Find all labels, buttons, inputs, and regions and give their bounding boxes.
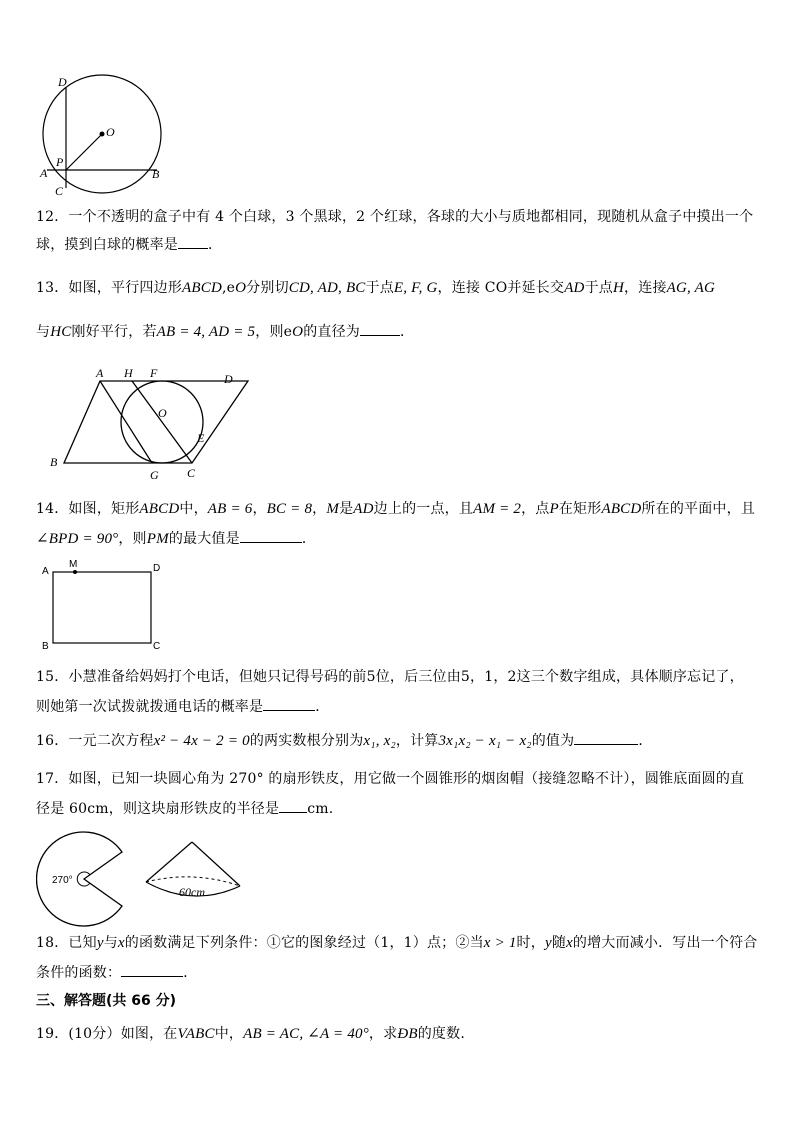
q13-text: 刚好平行，若 xyxy=(71,324,157,340)
q18-math: x xyxy=(117,935,125,951)
q16-math: x² − 4x − 2 = 0 xyxy=(153,733,250,749)
q15-text: 15．小慧准备给妈妈打个电话，但她只记得号码的前5位，后三位由5，1，2这三个数字组成，具体顺序忘记了，则她第一次试拨就拨通电话的概率是 xyxy=(36,669,744,715)
center-dot xyxy=(100,132,105,137)
q19-math: AB = AC, ∠A = 40° xyxy=(243,1026,369,1042)
figure-q13-parallelogram xyxy=(44,365,254,485)
q14-text: ， xyxy=(252,501,267,517)
q13-text: ，连接 xyxy=(624,280,667,296)
question-13 xyxy=(36,266,758,354)
q13-end: ． xyxy=(400,324,415,340)
q16-end: ． xyxy=(638,733,653,749)
q18-math: x xyxy=(566,935,573,951)
q18-end: ． xyxy=(183,965,198,981)
q13-math: CD, AD, BC xyxy=(288,280,366,296)
q13-text: ，则e xyxy=(255,324,293,340)
sector-270 xyxy=(37,832,122,926)
q13-answer-blank[interactable] xyxy=(360,321,400,336)
figure-q14-rectangle xyxy=(38,560,168,655)
q16-answer-blank[interactable] xyxy=(574,730,638,745)
q13-text: 与 xyxy=(36,324,51,340)
label-a: A xyxy=(40,166,48,180)
label-b: B xyxy=(152,167,160,181)
q14-text: 的最大值是 xyxy=(168,531,240,547)
q13-text: 13．如图，平行四边形 xyxy=(36,280,183,296)
q13-text: 于点 xyxy=(584,280,613,296)
q18-math: x > 1 xyxy=(483,935,517,951)
q19-text: 的度数. xyxy=(417,1026,465,1042)
q13-text: 分别切 xyxy=(246,280,289,296)
q13-math: O xyxy=(292,324,304,340)
q13-math: AG, AG xyxy=(666,280,716,296)
label-d: D xyxy=(224,372,233,386)
question-12 xyxy=(36,203,758,259)
parallelogram-abcd xyxy=(64,381,248,463)
q16-math: 3x₁x₂ − x₁ − x₂ xyxy=(438,733,532,749)
q17-end: cm. xyxy=(307,801,334,817)
figure-q17-sector-cone xyxy=(36,830,266,928)
label-a: A xyxy=(42,566,49,577)
q14-math: M xyxy=(326,501,340,517)
q19-text: ，求 xyxy=(368,1026,398,1042)
label-h: H xyxy=(124,366,133,380)
q13-text: ,e xyxy=(221,280,236,296)
q16-text: 的值为 xyxy=(531,733,575,749)
q16-math: x₁, x₂ xyxy=(363,733,396,749)
question-17 xyxy=(36,764,758,824)
label-d: D xyxy=(58,75,67,89)
label-c: C xyxy=(187,466,196,480)
q14-text: ，则 xyxy=(118,531,147,547)
q14-text: 是 xyxy=(339,501,354,517)
rectangle-abcd xyxy=(53,572,151,643)
question-15 xyxy=(36,662,758,722)
q13-math: H xyxy=(613,280,625,296)
q14-answer-blank[interactable] xyxy=(240,528,302,543)
q14-math: P xyxy=(549,501,559,517)
q13-text: 的直径为 xyxy=(303,324,360,340)
question-18 xyxy=(36,928,758,988)
q18-math: y xyxy=(96,935,104,951)
q19-text: 19．(10分）如图，在 xyxy=(36,1026,178,1042)
q18-text: 与 xyxy=(103,935,118,951)
segment-hc xyxy=(132,381,192,463)
q19-math: ÐB xyxy=(397,1026,418,1042)
q14-math: AB = 6 xyxy=(207,501,253,517)
question-16 xyxy=(36,727,758,755)
label-p: P xyxy=(56,155,64,169)
q14-math: AM = 2 xyxy=(473,501,522,517)
label-e: E xyxy=(197,431,205,445)
cone-right-edge xyxy=(192,842,240,886)
label-m: M xyxy=(69,560,78,570)
label-c: C xyxy=(55,184,64,198)
q13-text: 于点 xyxy=(365,280,394,296)
q18-text: 的增大而减小．写出一个符合条件的函数： xyxy=(36,935,758,981)
q15-end: ． xyxy=(315,699,330,715)
q16-text: ，计算 xyxy=(395,733,439,749)
q17-answer-blank[interactable] xyxy=(279,798,307,813)
q16-text: 16．一元二次方程 xyxy=(36,733,154,749)
q13-math: E, F, G xyxy=(393,280,438,296)
q18-answer-blank[interactable] xyxy=(121,962,183,977)
q14-text: 所在的平面中，且 xyxy=(641,501,756,517)
q12-end: ． xyxy=(208,237,223,253)
q18-text: 时， xyxy=(516,935,545,951)
q18-text: 的函数满足下列条件：①它的图象经过（1，1）点；②当 xyxy=(124,935,484,951)
segment-po xyxy=(66,134,102,170)
point-m xyxy=(73,570,77,574)
q13-math: O xyxy=(235,280,247,296)
q14-math: BC = 8 xyxy=(266,501,313,517)
q18-text: 18．已知 xyxy=(36,935,97,951)
q13-math: HC xyxy=(50,324,72,340)
question-19 xyxy=(36,1020,758,1048)
cone-left-edge xyxy=(146,842,192,882)
figure-q11-circle xyxy=(36,74,171,199)
q16-text: 的两实数根分别为 xyxy=(249,733,364,749)
question-14 xyxy=(36,494,758,554)
section-heading: 三、解答题(共 66 分) xyxy=(36,993,177,1009)
q14-math: ∠BPD = 90° xyxy=(36,531,119,547)
q14-math: ABCD xyxy=(601,501,642,517)
q12-text: 12．一个不透明的盒子中有 4 个白球，3 个黑球，2 个红球，各球的大小与质地都相同，现随机从盒子中摸出一个球，摸到白球的概率是 xyxy=(36,209,754,253)
label-b: B xyxy=(42,641,49,652)
q14-math: PM xyxy=(146,531,169,547)
q14-text: 中， xyxy=(179,501,208,517)
q13-math: AD xyxy=(564,280,585,296)
q19-math: VABC xyxy=(177,1026,215,1042)
q18-text: 随 xyxy=(551,935,567,951)
q14-text: 在矩形 xyxy=(558,501,602,517)
q14-text: ， xyxy=(312,501,327,517)
segment-ag xyxy=(100,381,152,463)
q14-text: ，点 xyxy=(521,501,550,517)
q19-text: 中， xyxy=(214,1026,244,1042)
label-o: O xyxy=(106,125,115,139)
q15-answer-blank[interactable] xyxy=(263,696,315,711)
sector-angle-label: 270° xyxy=(52,875,73,886)
label-d: D xyxy=(153,563,161,574)
q12-answer-blank[interactable] xyxy=(178,234,208,249)
label-a: A xyxy=(96,366,104,380)
q17-text: 17．如图，已知一块圆心角为 270° 的扇形铁皮，用它做一个圆锥形的烟囱帽（接缝忽略不计），圆锥底面圆的直径是 60cm，则这块扇形铁皮的半径是 xyxy=(36,771,745,817)
q14-math: AD xyxy=(353,501,374,517)
label-b: B xyxy=(50,455,58,469)
q13-text: ，连接 CO并延长交 xyxy=(437,280,565,296)
label-o: O xyxy=(158,406,167,420)
q14-text: 边上的一点，且 xyxy=(373,501,474,517)
q14-end: ． xyxy=(301,531,317,547)
label-f: F xyxy=(150,366,158,380)
q13-math: ABCD xyxy=(182,280,222,296)
q13-math: AB = 4, AD = 5 xyxy=(156,324,256,340)
q14-text: 14．如图，矩形 xyxy=(36,501,140,517)
q14-math: ABCD xyxy=(139,501,180,517)
label-g: G xyxy=(150,468,159,482)
label-c: C xyxy=(153,641,161,652)
cone-diameter-label: 60cm xyxy=(179,885,205,899)
q18-math: y xyxy=(544,935,552,951)
